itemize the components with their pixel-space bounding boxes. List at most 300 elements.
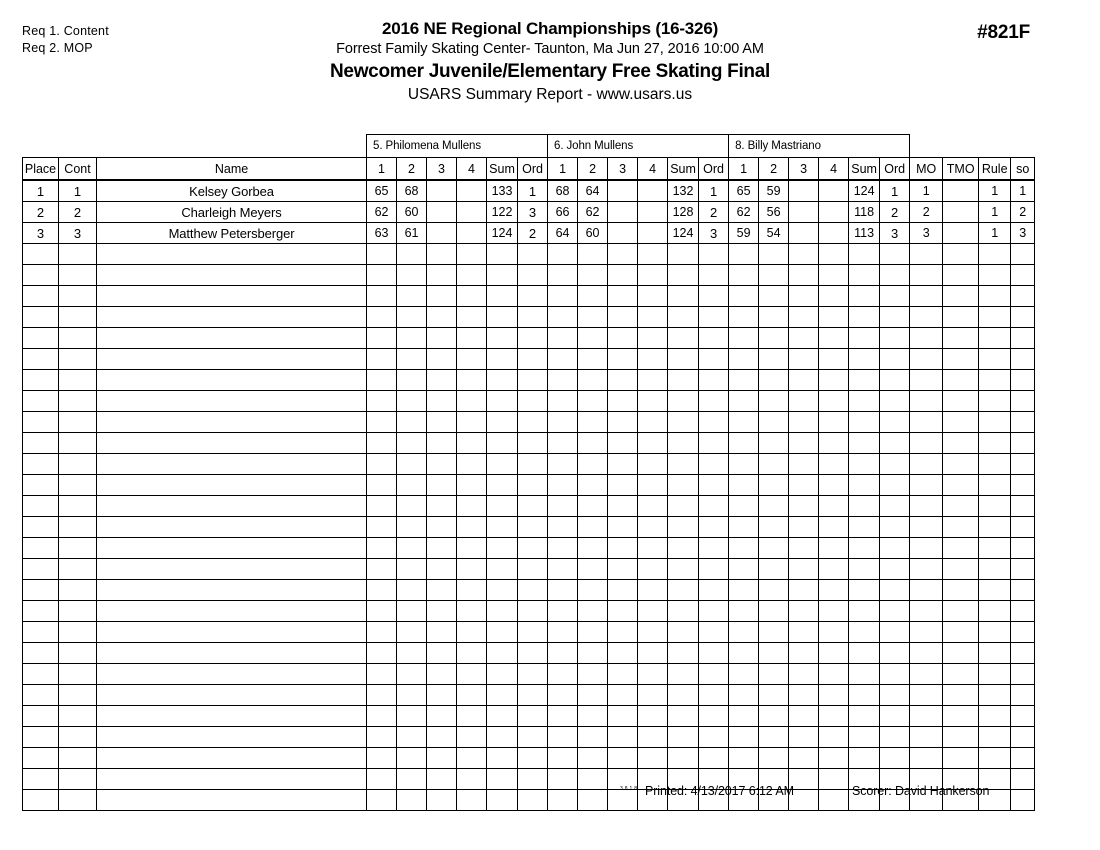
cell-empty: [59, 643, 97, 664]
cell-empty: [789, 622, 819, 643]
cell-empty: [819, 643, 849, 664]
cell-empty: [608, 286, 638, 307]
table-row-empty[interactable]: [23, 748, 1035, 769]
cell-empty: [457, 601, 487, 622]
cell-empty: [759, 265, 789, 286]
cell-empty: [880, 391, 910, 412]
cell-empty: [608, 307, 638, 328]
cell-j3-s3: [789, 180, 819, 202]
cell-empty: [729, 244, 759, 265]
cell-empty: [367, 643, 397, 664]
event-name: Newcomer Juvenile/Elementary Free Skating Final: [330, 61, 770, 82]
cell-empty: [910, 433, 943, 454]
cell-j3-ord: 2: [880, 202, 910, 223]
cell-empty: [457, 748, 487, 769]
cell-empty: [548, 265, 578, 286]
cell-empty: [819, 580, 849, 601]
header-j1-3: 3: [427, 158, 457, 181]
cell-empty: [548, 475, 578, 496]
cell-j1-s3: [427, 202, 457, 223]
cell-empty: [397, 517, 427, 538]
cell-empty: [729, 433, 759, 454]
cell-empty: [668, 307, 699, 328]
cell-j1-s2: 61: [397, 223, 427, 244]
cell-j1-s1: 62: [367, 202, 397, 223]
cell-empty: [819, 622, 849, 643]
cell-empty: [518, 727, 548, 748]
cell-empty: [759, 370, 789, 391]
cell-empty: [819, 475, 849, 496]
cell-empty: [910, 685, 943, 706]
cell-empty: [849, 622, 880, 643]
cell-empty: [638, 475, 668, 496]
table-row-empty[interactable]: [23, 622, 1035, 643]
cell-empty: [367, 349, 397, 370]
cell-empty: [849, 265, 880, 286]
cell-empty: [668, 349, 699, 370]
cell-empty: [880, 307, 910, 328]
cell-empty: [518, 643, 548, 664]
cell-empty: [638, 622, 668, 643]
cell-empty: [548, 349, 578, 370]
table-row-empty[interactable]: [23, 412, 1035, 433]
table-row[interactable]: [23, 202, 1035, 223]
cell-empty: [1011, 538, 1035, 559]
cell-empty: [97, 265, 367, 286]
cell-empty: [608, 622, 638, 643]
table-row-empty[interactable]: [23, 475, 1035, 496]
cell-j2-s3: [608, 202, 638, 223]
cell-tmo: [943, 202, 979, 223]
cell-empty: [979, 559, 1011, 580]
cell-empty: [397, 664, 427, 685]
cell-empty: [910, 496, 943, 517]
cell-empty: [427, 538, 457, 559]
cell-empty: [759, 706, 789, 727]
cell-empty: [910, 706, 943, 727]
cell-so: 2: [1011, 202, 1035, 223]
cell-empty: [23, 496, 59, 517]
cell-empty: [1011, 244, 1035, 265]
cell-empty: [518, 496, 548, 517]
cell-empty: [638, 727, 668, 748]
cell-empty: [487, 538, 518, 559]
cell-empty: [638, 559, 668, 580]
cell-empty: [910, 517, 943, 538]
cell-empty: [699, 748, 729, 769]
header-j1-2: 2: [397, 158, 427, 181]
cell-empty: [699, 706, 729, 727]
cell-empty: [457, 286, 487, 307]
cell-j3-s2: 56: [759, 202, 789, 223]
cell-j2-sum: 132: [668, 180, 699, 202]
cell-empty: [518, 412, 548, 433]
cell-empty: [699, 349, 729, 370]
cell-empty: [943, 328, 979, 349]
cell-empty: [23, 517, 59, 538]
cell-empty: [578, 307, 608, 328]
cell-empty: [518, 601, 548, 622]
cell-empty: [548, 664, 578, 685]
cell-empty: [910, 307, 943, 328]
cell-empty: [668, 580, 699, 601]
cell-empty: [457, 664, 487, 685]
cell-j3-s1: 62: [729, 202, 759, 223]
cell-j1-s4: [457, 202, 487, 223]
cell-empty: [819, 412, 849, 433]
cell-empty: [789, 475, 819, 496]
cell-empty: [759, 307, 789, 328]
table-row-empty[interactable]: [23, 349, 1035, 370]
cell-empty: [548, 454, 578, 475]
cell-empty: [578, 559, 608, 580]
table-row-empty[interactable]: [23, 580, 1035, 601]
cell-empty: [943, 244, 979, 265]
cell-empty: [1011, 517, 1035, 538]
cell-empty: [427, 622, 457, 643]
cell-empty: [608, 349, 638, 370]
cell-empty: [97, 643, 367, 664]
cell-empty: [97, 664, 367, 685]
cell-empty: [518, 391, 548, 412]
cell-empty: [367, 517, 397, 538]
cell-empty: [457, 580, 487, 601]
cell-empty: [608, 475, 638, 496]
cell-empty: [97, 391, 367, 412]
cell-empty: [638, 517, 668, 538]
judge-name-3: 8. Billy Mastriano: [729, 135, 910, 158]
cell-empty: [97, 307, 367, 328]
cell-empty: [638, 664, 668, 685]
cell-empty: [819, 517, 849, 538]
cell-skater-name: Kelsey Gorbea: [97, 180, 367, 202]
event-number: #821F: [977, 22, 1030, 43]
cell-j1-s1: 65: [367, 180, 397, 202]
cell-j2-ord: 3: [699, 223, 729, 244]
cell-empty: [638, 307, 668, 328]
cell-empty: [910, 643, 943, 664]
cell-j3-ord: 1: [880, 180, 910, 202]
cell-empty: [548, 496, 578, 517]
cell-empty: [367, 706, 397, 727]
table-row-empty[interactable]: [23, 685, 1035, 706]
header-j3-ord: Ord: [880, 158, 910, 181]
table-row-empty[interactable]: [23, 643, 1035, 664]
cell-empty: [427, 601, 457, 622]
cell-empty: [638, 286, 668, 307]
cell-empty: [97, 349, 367, 370]
cell-empty: [979, 538, 1011, 559]
cell-empty: [97, 727, 367, 748]
cell-tmo: [943, 180, 979, 202]
cell-cont: 3: [59, 223, 97, 244]
cell-empty: [849, 475, 880, 496]
cell-rule: 1: [979, 223, 1011, 244]
cell-empty: [427, 244, 457, 265]
cell-empty: [880, 433, 910, 454]
cell-empty: [979, 286, 1011, 307]
cell-empty: [759, 727, 789, 748]
header-so: so: [1011, 158, 1035, 181]
cell-empty: [23, 559, 59, 580]
cell-empty: [759, 328, 789, 349]
cell-empty: [487, 685, 518, 706]
cell-empty: [367, 454, 397, 475]
cell-j3-ord: 3: [880, 223, 910, 244]
cell-empty: [668, 538, 699, 559]
table-row-empty[interactable]: [23, 664, 1035, 685]
cell-empty: [819, 601, 849, 622]
cell-empty: [548, 433, 578, 454]
cell-empty: [487, 244, 518, 265]
cell-empty: [487, 664, 518, 685]
judge-name-1: 5. Philomena Mullens: [367, 135, 548, 158]
table-row-empty[interactable]: [23, 496, 1035, 517]
cell-empty: [427, 433, 457, 454]
cell-j1-ord: 1: [518, 180, 548, 202]
cell-j2-ord: 1: [699, 180, 729, 202]
cell-empty: [23, 622, 59, 643]
cell-empty: [97, 370, 367, 391]
cell-j2-sum: 124: [668, 223, 699, 244]
cell-empty: [880, 496, 910, 517]
table-row-empty[interactable]: [23, 370, 1035, 391]
cell-empty: [578, 475, 608, 496]
cell-empty: [457, 454, 487, 475]
cell-empty: [518, 349, 548, 370]
cell-empty: [638, 391, 668, 412]
cell-empty: [789, 454, 819, 475]
cell-j3-s4: [819, 202, 849, 223]
table-row-empty[interactable]: [23, 328, 1035, 349]
cell-empty: [97, 496, 367, 517]
cell-j2-sum: 128: [668, 202, 699, 223]
table-row-empty[interactable]: [23, 706, 1035, 727]
cell-empty: [638, 433, 668, 454]
cell-empty: [518, 580, 548, 601]
cell-empty: [1011, 622, 1035, 643]
cell-empty: [548, 580, 578, 601]
table-row-empty[interactable]: [23, 307, 1035, 328]
table-row[interactable]: [23, 180, 1035, 202]
cell-empty: [608, 727, 638, 748]
header-j2-4: 4: [638, 158, 668, 181]
cell-empty: [849, 370, 880, 391]
requirement-line-1: Req 1. Content: [22, 24, 109, 38]
cell-empty: [23, 643, 59, 664]
cell-empty: [97, 706, 367, 727]
cell-empty: [578, 727, 608, 748]
cell-empty: [487, 391, 518, 412]
cell-j2-s1: 66: [548, 202, 578, 223]
cell-empty: [1011, 391, 1035, 412]
table-row-empty[interactable]: [23, 454, 1035, 475]
cell-j2-s3: [608, 223, 638, 244]
cell-empty: [789, 265, 819, 286]
cell-empty: [427, 748, 457, 769]
table-row-empty[interactable]: [23, 391, 1035, 412]
cell-empty: [759, 496, 789, 517]
cell-empty: [699, 244, 729, 265]
cell-so: 3: [1011, 223, 1035, 244]
cell-empty: [578, 370, 608, 391]
cell-empty: [699, 433, 729, 454]
cell-empty: [729, 349, 759, 370]
cell-empty: [910, 748, 943, 769]
cell-empty: [910, 265, 943, 286]
cell-empty: [789, 643, 819, 664]
cell-empty: [880, 559, 910, 580]
table-row-empty[interactable]: [23, 286, 1035, 307]
cell-empty: [457, 265, 487, 286]
cell-empty: [608, 559, 638, 580]
cell-empty: [548, 727, 578, 748]
cell-empty: [487, 286, 518, 307]
cell-empty: [789, 664, 819, 685]
cell-empty: [789, 328, 819, 349]
cell-empty: [23, 727, 59, 748]
cell-empty: [518, 433, 548, 454]
table-row[interactable]: [23, 223, 1035, 244]
cell-empty: [578, 349, 608, 370]
header-j3-2: 2: [759, 158, 789, 181]
report-footer: [22, 782, 1034, 802]
header-j2-sum: Sum: [668, 158, 699, 181]
cell-empty: [518, 370, 548, 391]
cell-empty: [943, 286, 979, 307]
cell-empty: [880, 664, 910, 685]
cell-empty: [849, 685, 880, 706]
table-row-empty[interactable]: [23, 559, 1035, 580]
cell-empty: [943, 307, 979, 328]
cell-empty: [397, 454, 427, 475]
cell-empty: [880, 412, 910, 433]
cell-empty: [548, 706, 578, 727]
cell-empty: [880, 475, 910, 496]
cell-empty: [578, 622, 608, 643]
cell-empty: [729, 685, 759, 706]
cell-empty: [849, 496, 880, 517]
cell-empty: [97, 622, 367, 643]
cell-empty: [427, 454, 457, 475]
cell-skater-name: Charleigh Meyers: [97, 202, 367, 223]
cell-empty: [427, 643, 457, 664]
cell-empty: [819, 328, 849, 349]
cell-empty: [487, 307, 518, 328]
table-row-empty[interactable]: [23, 727, 1035, 748]
cell-empty: [638, 412, 668, 433]
cell-empty: [397, 307, 427, 328]
cell-empty: [59, 454, 97, 475]
cell-so: 1: [1011, 180, 1035, 202]
cell-empty: [699, 496, 729, 517]
cell-empty: [487, 475, 518, 496]
cell-empty: [979, 580, 1011, 601]
table-row-empty[interactable]: [23, 517, 1035, 538]
cell-empty: [397, 538, 427, 559]
cell-empty: [1011, 454, 1035, 475]
cell-empty: [608, 454, 638, 475]
cell-j3-s4: [819, 180, 849, 202]
cell-empty: [729, 370, 759, 391]
cell-empty: [397, 622, 427, 643]
cell-place: 2: [23, 202, 59, 223]
cell-empty: [457, 328, 487, 349]
cell-empty: [1011, 685, 1035, 706]
cell-empty: [943, 580, 979, 601]
cell-empty: [1011, 580, 1035, 601]
report-header: [0, 18, 1100, 106]
cell-empty: [668, 286, 699, 307]
cell-empty: [578, 286, 608, 307]
cell-j1-s2: 60: [397, 202, 427, 223]
cell-skater-name: Matthew Petersberger: [97, 223, 367, 244]
cell-empty: [1011, 559, 1035, 580]
cell-empty: [699, 517, 729, 538]
cell-tmo: [943, 223, 979, 244]
cell-empty: [668, 328, 699, 349]
cell-empty: [367, 307, 397, 328]
cell-empty: [367, 496, 397, 517]
header-mo: MO: [910, 158, 943, 181]
cell-j1-sum: 124: [487, 223, 518, 244]
cell-empty: [487, 496, 518, 517]
cell-empty: [910, 328, 943, 349]
cell-empty: [979, 496, 1011, 517]
table-row-empty[interactable]: [23, 433, 1035, 454]
cell-empty: [578, 244, 608, 265]
cell-empty: [943, 559, 979, 580]
cell-empty: [789, 412, 819, 433]
cell-empty: [979, 601, 1011, 622]
score-table-container: [22, 134, 1034, 811]
cell-empty: [23, 307, 59, 328]
cell-empty: [638, 643, 668, 664]
judge-name-2: 6. John Mullens: [548, 135, 729, 158]
cell-empty: [427, 307, 457, 328]
header-tmo: TMO: [943, 158, 979, 181]
table-row-empty[interactable]: [23, 265, 1035, 286]
cell-empty: [668, 601, 699, 622]
cell-empty: [367, 412, 397, 433]
header-name: Name: [97, 158, 367, 181]
cell-empty: [789, 433, 819, 454]
cell-empty: [457, 643, 487, 664]
printed-timestamp: Printed: 4/13/2017 6:12 AM: [645, 784, 794, 798]
table-row-empty[interactable]: [23, 601, 1035, 622]
cell-empty: [59, 517, 97, 538]
cell-empty: [578, 538, 608, 559]
table-row-empty[interactable]: [23, 538, 1035, 559]
cell-empty: [487, 559, 518, 580]
cell-empty: [487, 349, 518, 370]
table-row-empty[interactable]: [23, 244, 1035, 265]
cell-empty: [608, 601, 638, 622]
cell-empty: [699, 307, 729, 328]
cell-empty: [487, 580, 518, 601]
cell-empty: [849, 454, 880, 475]
cell-empty: [427, 391, 457, 412]
cell-empty: [880, 286, 910, 307]
cell-empty: [397, 559, 427, 580]
cell-empty: [59, 328, 97, 349]
cell-empty: [880, 244, 910, 265]
cell-empty: [1011, 307, 1035, 328]
cell-empty: [518, 664, 548, 685]
cell-j1-sum: 122: [487, 202, 518, 223]
cell-empty: [1011, 412, 1035, 433]
cell-empty: [457, 517, 487, 538]
